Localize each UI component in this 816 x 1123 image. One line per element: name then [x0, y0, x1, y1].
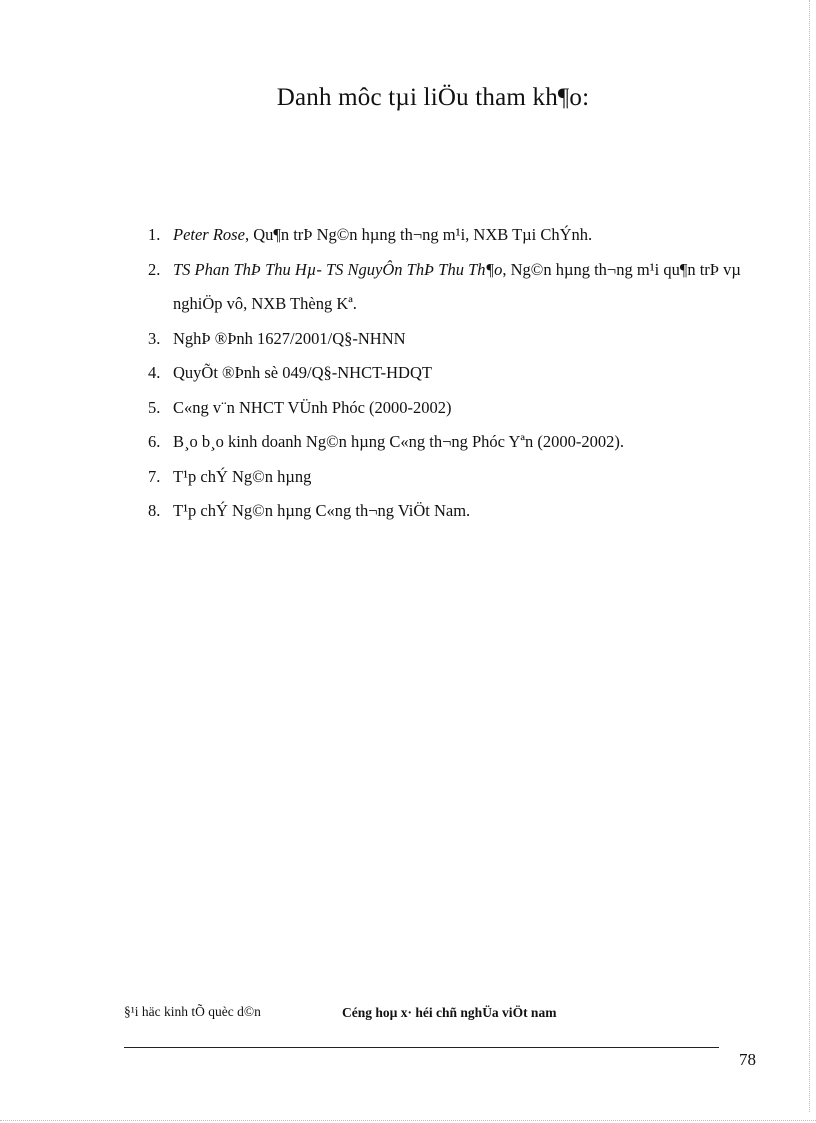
reference-item [148, 460, 768, 495]
reference-item [148, 425, 768, 460]
reference-text: B¸o b¸o kinh doanh Ng©n hµng C«ng th¬ng Phóc Yªn (2000-2002). [173, 432, 624, 451]
footer-university: §¹i häc kinh tÕ quèc d©n [124, 1004, 261, 1019]
reference-item [148, 218, 768, 253]
page-title: Danh môc tµi liÖu tham kh¶o: [276, 84, 590, 111]
page-edge-bottom [0, 1120, 816, 1121]
reference-text: C«ng v¨n NHCT VÜnh Phóc (2000-2002) [173, 397, 452, 417]
reference-number: 1. [148, 225, 161, 244]
reference-text: T¹p chÝ Ng©n hµng C«ng th¬ng ViÖt Nam. [173, 501, 471, 520]
reference-text: T¹p chÝ Ng©n hµng [173, 466, 312, 486]
reference-item [148, 494, 768, 529]
page-number: 78 [739, 1050, 756, 1069]
reference-number: 5. [148, 397, 161, 417]
reference-number: 7. [148, 466, 161, 486]
reference-number: 4. [148, 363, 161, 382]
reference-author: TS Phan ThÞ Thu Hµ- TS NguyÔn ThÞ Thu Th¶o [173, 259, 503, 279]
reference-number: 6. [148, 432, 161, 451]
reference-item [148, 322, 768, 357]
reference-text: , Qu¶n trÞ Ng©n hµng th¬ng m¹i, NXB Tµi ChÝnh. [244, 225, 593, 244]
reference-text: , Ng©n hµng th¬ng m¹i qu¶n trÞ vµ nghiÖp vô, NXB Thèng Kª. [173, 259, 741, 313]
reference-item [148, 356, 768, 391]
reference-number: 3. [148, 328, 161, 348]
reference-number: 8. [148, 501, 161, 520]
reference-author: Peter Rose [173, 225, 245, 244]
reference-item [148, 391, 768, 426]
reference-list [148, 218, 768, 529]
footer-divider [124, 1047, 719, 1048]
page-edge-right [809, 0, 810, 1112]
reference-item [148, 253, 768, 322]
footer-republic: Céng hoµ x· héi chñ nghÜa viÖt nam [342, 1005, 557, 1020]
reference-text: NghÞ ®Þnh 1627/2001/Q§-NHNN [173, 328, 406, 348]
reference-number: 2. [148, 259, 161, 279]
reference-text: QuyÕt ®Þnh sè 049/Q§-NHCT-HDQT [173, 363, 432, 382]
